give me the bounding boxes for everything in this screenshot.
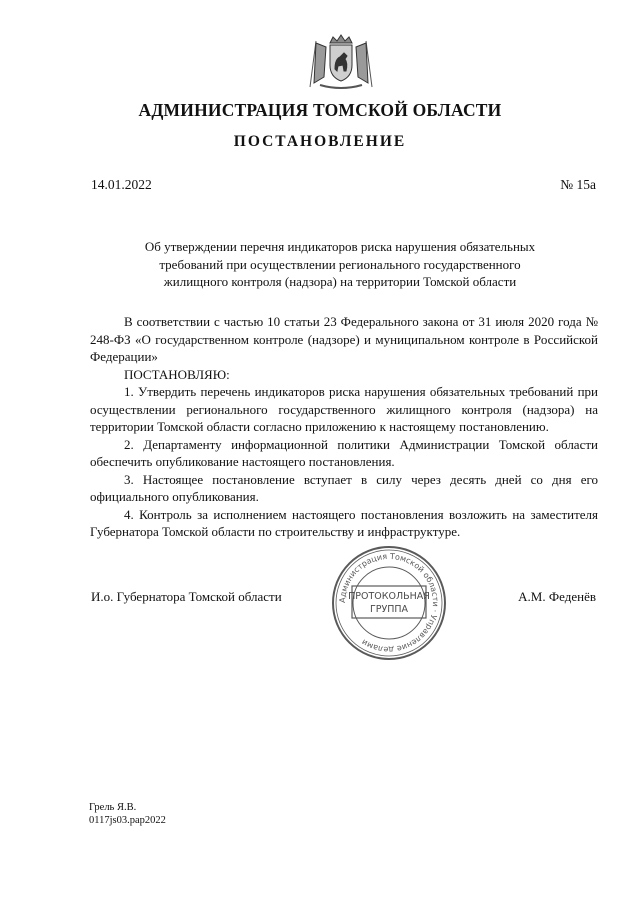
- clause-paragraph: 1. Утвердить перечень индикаторов риска нарушения обязательных требований при осуществлении регионального государственного жилищного контроля (надзора) на территории Томской области согласно приложению к настоящему постановлению.: [90, 384, 598, 434]
- document-body: [90, 313, 598, 541]
- document-type: ПОСТАНОВЛЕНИЕ: [233, 133, 407, 150]
- preamble-paragraph: В соответствии с частью 10 статьи 23 Федерального закона от 31 июля 2020 года № 248-ФЗ «О государственном контроле (надзоре) и муниципальном контроле в Российской Федерации»: [90, 314, 598, 364]
- document-subject: [110, 238, 570, 291]
- decree-word: ПОСТАНОВЛЯЮ:: [124, 366, 230, 382]
- organization-title: АДМИНИСТРАЦИЯ ТОМСКОЙ ОБЛАСТИ: [138, 100, 502, 120]
- signatory-position: И.о. Губернатора Томской области: [91, 589, 282, 604]
- stamp-center-line1: ПРОТОКОЛЬНАЯ: [348, 591, 430, 602]
- signatory-name: А.М. Феденёв: [518, 589, 596, 604]
- clause-paragraph: 3. Настоящее постановление вступает в силу через десять дней со дня его официального опубликования.: [90, 471, 598, 504]
- file-code: 0117js03.pap2022: [89, 815, 166, 826]
- document-number: № 15а: [560, 177, 596, 192]
- coat-of-arms-icon: [302, 33, 380, 91]
- official-stamp-icon: [330, 544, 448, 662]
- document-footer: [89, 801, 166, 827]
- subject-line: жилищного контроля (надзора) на территории Томской области: [163, 274, 517, 289]
- stamp-ring-text: Администрация Томской области · Управление делами: [337, 551, 441, 655]
- clause-paragraph: 4. Контроль за исполнением настоящего постановления возложить на заместителя Губернатора Томской области по строительству и инфраструктуре.: [90, 506, 598, 539]
- subject-line: Об утверждении перечня индикаторов риска нарушения обязательных: [144, 239, 536, 254]
- author-initials: Грель Я.В.: [89, 802, 137, 813]
- document-date: 14.01.2022: [91, 177, 152, 192]
- stamp-center-line2: ГРУППА: [369, 604, 409, 615]
- clause-paragraph: 2. Департаменту информационной политики Администрации Томской области обеспечить опубликование настоящего постановления.: [90, 436, 598, 469]
- subject-line: требований при осуществлении регионального государственного: [159, 256, 521, 272]
